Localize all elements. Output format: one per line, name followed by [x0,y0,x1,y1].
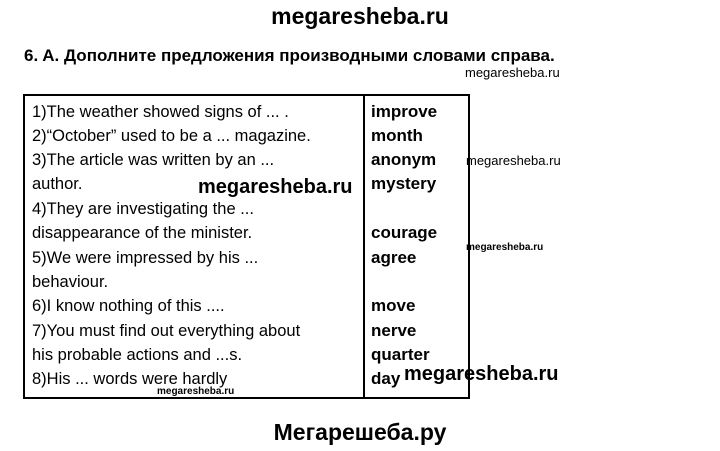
word-item: agree [371,248,417,267]
footer-title: Мегарешеба.ру [273,419,447,445]
exercise-table [23,94,470,399]
site-title: megaresheba.ru [271,3,449,29]
watermark: megaresheba.ru [198,176,353,198]
column-divider [363,96,365,397]
word-item: mystery [371,174,437,193]
watermark: megaresheba.ru [157,386,235,397]
sentence-line: author. [32,175,83,193]
task-heading: 6. A. Дополните предложения производными словами справа. [24,46,555,65]
watermark: megaresheba.ru [465,65,560,80]
word-item: month [371,126,423,145]
word-item: courage [371,223,438,242]
sentence-line: behaviour. [32,273,109,291]
sentence-line: 4)They are investigating the ... [32,200,254,218]
sentence-line: disappearance of the minister. [32,224,253,242]
word-item: move [371,296,416,315]
sentence-line: 3)The article was written by an ... [32,151,275,169]
sentence-line: 8)His ... words were hardly [32,370,228,388]
sentence-line: 1)The weather showed signs of ... . [32,103,289,121]
word-item: quarter [371,345,430,364]
sentence-line: 7)You must find out everything about [32,322,301,340]
sentence-line: his probable actions and ...s. [32,346,243,364]
word-item: day [371,369,401,388]
watermark: megaresheba.ru [466,242,544,253]
word-item: improve [371,102,438,121]
watermark: megaresheba.ru [404,363,559,385]
sentence-line: 2)“October” used to be a ... magazine. [32,127,311,145]
word-item: anonym [371,150,437,169]
sentence-line: 5)We were impressed by his ... [32,249,259,267]
sentence-line: 6)I know nothing of this .... [32,297,225,315]
watermark: megaresheba.ru [466,153,561,168]
word-item: nerve [371,321,417,340]
